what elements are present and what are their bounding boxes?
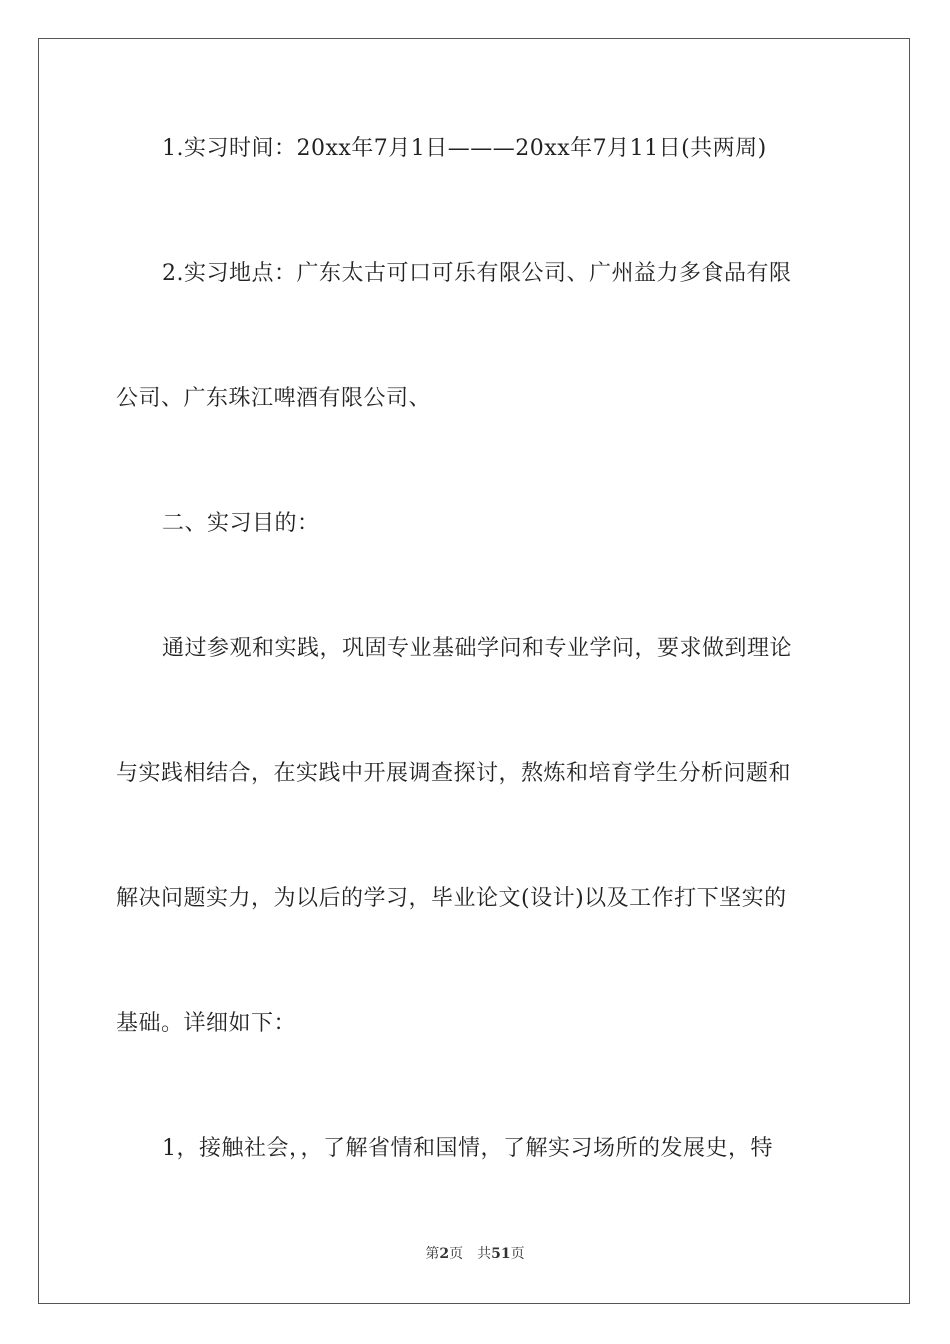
paragraph-line-time: 1.实习时间：20xx年7月1日———20xx年7月11日(共两周) (162, 136, 767, 161)
footer-total-prefix: 共 (477, 1246, 492, 1262)
paragraph-line-purpose-2: 与实践相结合，在实践中开展调查探讨，熬炼和培育学生分析问题和 (116, 761, 792, 786)
paragraph-line-purpose-1: 通过参观和实践，巩固专业基础学问和专业学问，要求做到理论 (162, 636, 793, 661)
footer-page-prefix: 第 (425, 1246, 440, 1262)
footer-total-pages: 51 (491, 1246, 511, 1262)
section-heading-purpose: 二、实习目的： (162, 511, 320, 536)
footer-total-suffix: 页 (510, 1246, 525, 1262)
page-frame (38, 38, 910, 1304)
paragraph-line-location: 2.实习地点：广东太古可口可乐有限公司、广州益力多食品有限 (162, 261, 792, 286)
footer-page-number: 2 (439, 1246, 450, 1262)
paragraph-line-purpose-4: 基础。详细如下： (116, 1011, 297, 1036)
paragraph-line-purpose-3: 解决问题实力，为以后的学习，毕业论文(设计)以及工作打下坚实的 (116, 886, 787, 911)
page-footer (0, 1244, 950, 1264)
footer-page-suffix: 页 (449, 1246, 464, 1262)
paragraph-line-location-cont: 公司、广东珠江啤酒有限公司、 (116, 386, 432, 411)
paragraph-line-item-1: 1，接触社会，，了解省情和国情，了解实习场所的发展史，特 (162, 1136, 773, 1161)
